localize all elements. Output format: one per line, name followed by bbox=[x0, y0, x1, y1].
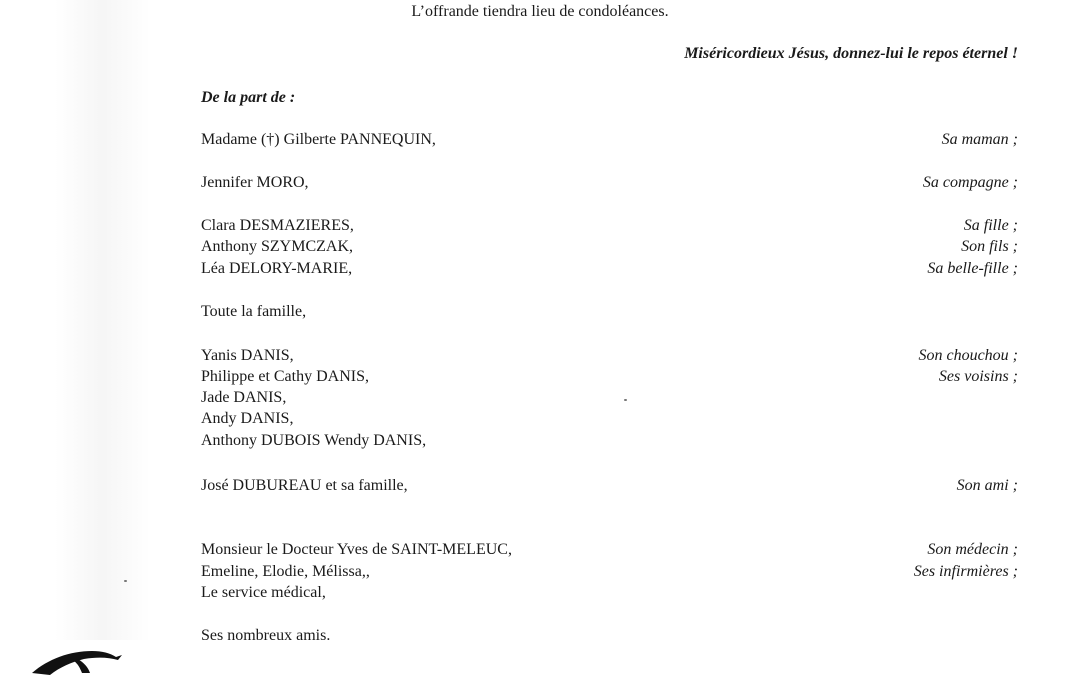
swallow-bird-icon bbox=[30, 645, 130, 675]
entry-relation: Sa fille ; bbox=[963, 217, 1018, 234]
entry-name: Jennifer MORO, bbox=[201, 174, 309, 191]
entry-name: Anthony DUBOIS Wendy DANIS, bbox=[201, 432, 427, 449]
entry-name: Le service médical, bbox=[201, 584, 326, 601]
entry-name: Madame (†) Gilberte PANNEQUIN, bbox=[201, 131, 436, 148]
entry-name: Emeline, Elodie, Mélissa,, bbox=[201, 563, 370, 580]
scan-speck bbox=[624, 399, 627, 401]
entry-name: José DUBUREAU et sa famille, bbox=[201, 477, 408, 494]
entry-name: Anthony SZYMCZAK, bbox=[201, 238, 354, 255]
entry-name: Toute la famille, bbox=[201, 303, 307, 320]
entry-name: Clara DESMAZIERES, bbox=[201, 217, 354, 234]
from-label: De la part de : bbox=[201, 89, 296, 106]
scan-speck bbox=[124, 580, 127, 582]
entry-relation: Ses infirmières ; bbox=[913, 563, 1018, 580]
entry-relation: Son ami ; bbox=[956, 477, 1018, 494]
entry-name: Ses nombreux amis. bbox=[201, 627, 331, 644]
entry-name: Yanis DANIS, bbox=[201, 347, 294, 364]
prayer-line: Miséricordieux Jésus, donnez-lui le repos éternel ! bbox=[684, 45, 1018, 62]
entry-name: Monsieur le Docteur Yves de SAINT-MELEUC, bbox=[201, 541, 512, 558]
entry-name: Léa DELORY-MARIE, bbox=[201, 260, 353, 277]
entry-name: Jade DANIS, bbox=[201, 389, 287, 406]
entry-name: Philippe et Cathy DANIS, bbox=[201, 368, 369, 385]
entry-relation: Son chouchou ; bbox=[918, 347, 1018, 364]
offering-note: L’offrande tiendra lieu de condoléances. bbox=[411, 3, 669, 20]
entry-relation: Sa belle-fille ; bbox=[927, 260, 1018, 277]
entry-relation: Son fils ; bbox=[961, 238, 1018, 255]
entry-name: Andy DANIS, bbox=[201, 410, 294, 427]
entry-relation: Ses voisins ; bbox=[938, 368, 1018, 385]
entry-relation: Sa maman ; bbox=[941, 131, 1018, 148]
entry-relation: Son médecin ; bbox=[927, 541, 1018, 558]
entry-relation: Sa compagne ; bbox=[922, 174, 1018, 191]
scan-margin-shadow bbox=[55, 0, 150, 640]
